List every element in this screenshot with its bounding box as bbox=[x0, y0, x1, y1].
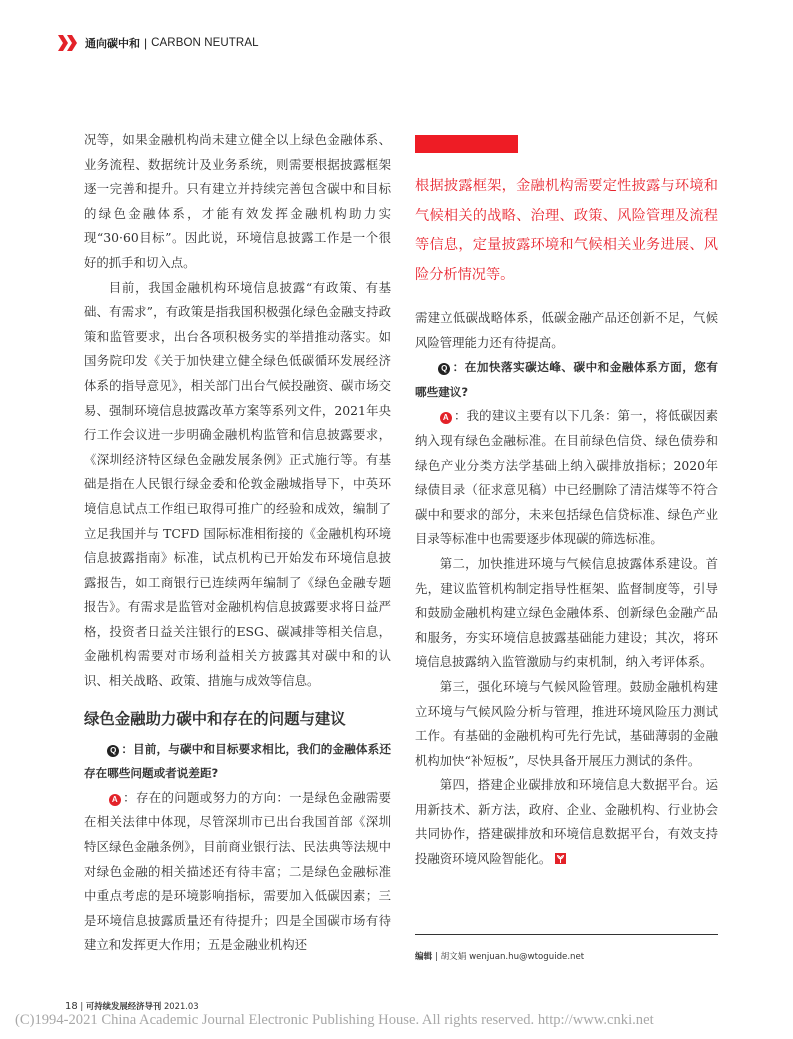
paragraph: 第三，强化环境与气候风险管理。鼓励金融机构建立环境与气候风险分析与管理，推进环境风险压力测试工作。有基础的金融机构可先行先试，基础薄弱的金融机构加快“补短板”，尽快具备开展压力测试的条件。 bbox=[415, 678, 718, 768]
question-badge-icon: Q bbox=[438, 363, 450, 375]
page-number: 18 bbox=[65, 1001, 78, 1012]
paragraph: 况等，如果金融机构尚未建立健全以上绿色金融体系、业务流程、数据统计及业务系统，则需要根据披露框架逐一完善和提升。只有建立并持续完善包含碳中和目标的绿色金融体系，才能有效发挥金融机构助力实现“30·60目标”。因此说，环境信息披露工作是一个很好的抓手和切入点。 bbox=[84, 132, 391, 270]
paragraph: 第二，加快推进环境与气候信息披露体系建设。首先，建议监管机构制定指导性框架、监督制度等，引导和鼓励金融机构建立绿色金融体系、创新绿色金融产品和服务，夯实环境信息披露基础能力建设；其次，将环境信息披露纳入监管激励与约束机制，纳入考评体系。 bbox=[415, 555, 718, 670]
question-badge-icon: Q bbox=[107, 745, 119, 757]
double-chevron-right-icon bbox=[58, 35, 78, 51]
paragraph: 目前，我国金融机构环境信息披露“有政策、有基础、有需求”，有政策是指我国积极强化绿色金融支持政策和监管要求，出台各项积极务实的举措推动落实。如国务院印发《关于加快建立健全绿色低碳循环发展经济体系的指导意见》，相关部门出台气候投融资、碳市场交易、强制环境信息披露改革方案等系列文件，2021年央行工作会议进一步明确金融机构监管和信息披露要求，《深圳经济特区绿色金融发展条例》正式施行等。有基础是指在人民银行绿金委和伦敦金融城指导下，中英环境信息试点工作组已取得可推广的经验和成效，编制了立足我国并与 TCFD 国际标准相衔接的《金融机构环境信息披露指南》标准，试点机构已开始发布环境信息披露报告，如工商银行已连续两年编制了《绿色金融专题报告》。有需求是监管对金融机构信息披露要求将日益严格，投资者日益关注银行的ESG、碳减排等相关信息，金融机构需要对市场利益相关方披露其对碳中和的认识、相关战略、政策、措施与成效等信息。 bbox=[84, 279, 391, 689]
page-footer bbox=[65, 1000, 199, 1012]
journal-name: 可持续发展经济导刊 bbox=[85, 1001, 162, 1011]
header-title-en: CARBON NEUTRAL bbox=[151, 37, 259, 49]
paragraph: 需建立低碳战略体系，低碳金融产品还创新不足，气候风险管理能力还有待提高。 bbox=[415, 310, 718, 350]
answer-paragraph bbox=[415, 404, 718, 552]
pull-quote: 根据披露框架，金融机构需要定性披露与环境和气候相关的战略、治理、政策、风险管理及流程等信息，定量披露环境和气候相关业务进展、风险分析情况等。 bbox=[415, 178, 718, 283]
editor-separator: | bbox=[434, 952, 438, 962]
copyright-notice: (C)1994-2021 China Academic Journal Electronic Publishing House. All rights reserved. http://www.cnki.net bbox=[15, 1012, 654, 1028]
question-paragraph bbox=[415, 355, 718, 404]
question-text: ：目前，与碳中和目标要求相比，我们的金融体系还存在哪些问题或者说差距? bbox=[84, 741, 391, 781]
editor-divider bbox=[415, 934, 718, 935]
answer-badge-icon: A bbox=[109, 794, 121, 806]
paragraph-text: 第四，搭建企业碳排放和环境信息大数据平台。运用新技术、新方法，政府、企业、金融机构、行业协会共同协作，搭建碳排放和环境信息数据平台，有效支持投融资环境风险智能化。 bbox=[415, 777, 718, 867]
answer-paragraph bbox=[84, 786, 391, 958]
editor-credit bbox=[415, 950, 584, 962]
right-column bbox=[415, 306, 718, 872]
editor-name: 胡文娟 bbox=[440, 952, 467, 962]
sprout-end-mark-icon bbox=[555, 853, 566, 864]
running-header bbox=[58, 33, 259, 53]
editor-label: 编辑 bbox=[415, 952, 433, 962]
editor-email[interactable]: wenjuan.hu@wtoguide.net bbox=[469, 952, 585, 962]
footer-separator: | bbox=[80, 1001, 84, 1011]
answer-text: ：我的建议主要有以下几条：第一，将低碳因素纳入现有绿色金融标准。在目前绿色信贷、绿色债券和绿色产业分类方法学基础上纳入碳排放指标；2020年绿债目录（征求意见稿）中已经删除了清洁煤等不符合碳中和要求的部分，未来包括绿色信贷标准、绿色产业目录等标准中也需要逐步体现碳的筛选标准。 bbox=[415, 408, 718, 547]
paragraph-final bbox=[415, 773, 718, 871]
issue-number: 2021.03 bbox=[163, 1001, 199, 1011]
pull-quote-accent-bar bbox=[415, 135, 518, 153]
section-heading: 绿色金融助力碳中和存在的问题与建议 bbox=[84, 709, 346, 728]
question-paragraph bbox=[84, 737, 391, 786]
left-column bbox=[84, 128, 391, 958]
answer-badge-icon: A bbox=[440, 412, 452, 424]
header-separator: | bbox=[144, 36, 148, 50]
answer-text: ：存在的问题或努力的方向：一是绿色金融需要在相关法律中体现，尽管深圳市已出台我国首部《深圳特区绿色金融条例》，目前商业银行法、民法典等法规中对绿色金融的相关描述还有待丰富；二是绿色金融标准中重点考虑的是环境影响指标，需要加入低碳因素；三是环境信息披露质量还有待提升；四是全国碳市场有待建立和发挥更大作用；五是金融业机构还 bbox=[84, 789, 391, 953]
header-title-cn: 通向碳中和 bbox=[85, 37, 140, 50]
question-text: ：在加快落实碳达峰、碳中和金融体系方面，您有哪些建议? bbox=[415, 360, 718, 399]
